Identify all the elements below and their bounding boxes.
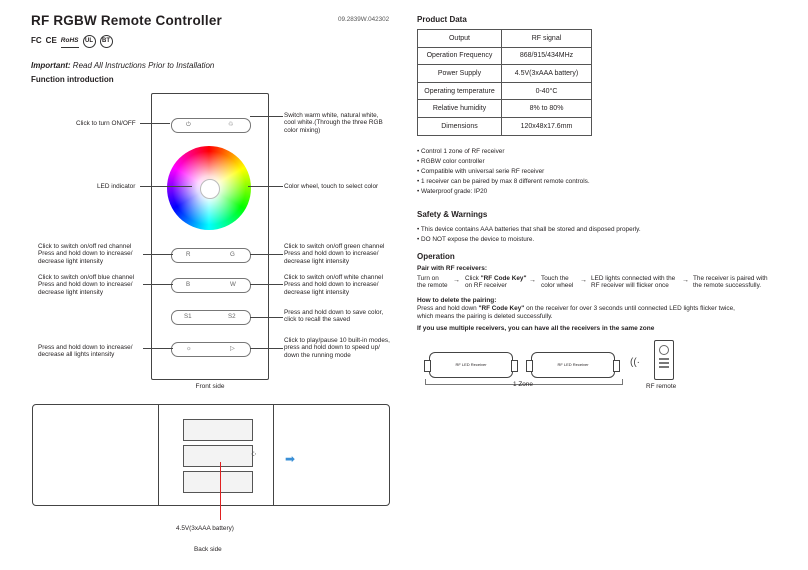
delete-heading: How to delete the pairing:: [417, 297, 497, 304]
mode-button-row: [171, 342, 251, 357]
feature-list: [417, 147, 590, 197]
delete-line2: which means the pairing is deleted successfully.: [417, 312, 553, 320]
pair-step-4: LED lights connected with the RF receiver will flicker once: [591, 275, 676, 290]
table-cell: Power Supply: [418, 65, 502, 83]
bt-logo: BT: [100, 35, 113, 48]
list-item: • RGBW color controller: [417, 157, 590, 167]
front-side-caption: Front side: [195, 383, 225, 390]
pair-step-2: [465, 275, 526, 290]
table-cell: Relative humidity: [418, 100, 502, 118]
list-item: • DO NOT expose the device to moisture.: [417, 235, 641, 245]
leader-line: [143, 348, 173, 349]
label-blue-channel: Click to switch on/off blue channel Press and hold down to increase/ decrease light intensity: [38, 274, 135, 296]
table-row: [418, 30, 592, 48]
table-cell: 4.5V(3xAAA battery): [502, 65, 592, 83]
rg-button-row: [171, 248, 251, 263]
list-item: • Compatible with universal serie RF receiver: [417, 167, 590, 177]
product-data-heading: Product Data: [417, 15, 467, 24]
battery-slot: [183, 445, 253, 467]
certification-logos: [31, 35, 113, 48]
leader-line: [140, 186, 192, 187]
table-cell: Dimensions: [418, 117, 502, 135]
pair-step-2-tail: on RF receiver: [465, 282, 507, 290]
arrow-icon: →: [453, 277, 460, 284]
ce-logo: CE: [45, 36, 57, 45]
label-white-channel: Click to switch on/off white channel Press and hold down to increase/ decrease light intensity: [284, 274, 383, 296]
green-button[interactable]: G: [230, 251, 235, 258]
pair-heading: Pair with RF receivers:: [417, 265, 488, 272]
multi-receiver-note: If you use multiple receivers, you can have all the receivers in the same zone: [417, 325, 655, 332]
leader-line: [250, 317, 283, 318]
back-side-caption: Back side: [194, 546, 222, 553]
color-wheel[interactable]: [167, 146, 251, 230]
brightness-icon[interactable]: ☼: [186, 345, 192, 352]
slide-arrow-icon: ➡: [285, 452, 296, 466]
blue-button[interactable]: B: [186, 281, 191, 288]
remote-front: [151, 93, 269, 380]
pair-step-5: The receiver is paired with the remote successfully.: [693, 275, 768, 290]
led-indicator: [200, 179, 220, 199]
important-bold: Important:: [31, 61, 71, 70]
battery-slot: [183, 471, 253, 493]
ul-logo: UL: [83, 35, 96, 48]
pair-step-3: Touch the color wheel: [541, 275, 574, 290]
table-cell: 868/915/434MHz: [502, 47, 592, 65]
arrow-icon: →: [529, 277, 536, 284]
power-button-row: [171, 118, 251, 133]
rf-remote-icon: [654, 340, 674, 380]
list-item: • This device contains AAA batteries that shall be stored and disposed properly.: [417, 225, 641, 235]
list-item: • Control 1 zone of RF receiver: [417, 147, 590, 157]
battery-leader-line: [220, 462, 221, 520]
table-cell: 8% to 80%: [502, 100, 592, 118]
safety-heading: Safety & Warnings: [417, 210, 488, 219]
leader-line: [250, 284, 283, 285]
leader-line: [140, 123, 170, 124]
battery-slot: [183, 419, 253, 441]
label-led-indicator: LED indicator: [97, 183, 136, 190]
label-play-pause: Click to play/pause 10 built-in modes, press and hold down to speed up/ down the running mode: [284, 337, 390, 359]
pair-step-2-key: "RF Code Key": [480, 275, 527, 282]
product-data-table: [417, 29, 592, 136]
fcc-logo: FC: [31, 36, 42, 45]
pair-step-1: Turn on the remote: [417, 275, 448, 290]
play-icon[interactable]: ▷: [230, 345, 235, 352]
leader-line: [143, 254, 173, 255]
pair-step-2-prefix: Click: [465, 275, 479, 282]
label-red-channel: Click to switch on/off red channel Press and hold down to increase/ decrease light intensity: [38, 243, 133, 265]
safety-list: [417, 225, 641, 245]
recycle-icon[interactable]: ♲: [228, 121, 234, 128]
receiver-device: RF LED Receiver: [531, 352, 615, 378]
label-green-channel: Click to switch on/off green channel Press and hold down to increase/ decrease light intensity: [284, 243, 385, 265]
scene-button-row: [171, 310, 251, 325]
table-row: [418, 100, 592, 118]
list-item: • Waterproof grade: IP20: [417, 187, 590, 197]
label-white-switch: Switch warm white, natural white, cool white.(Through the three RGB color mixing): [284, 112, 383, 134]
delete-key: "RF Code Key": [478, 305, 525, 312]
receiver-device: RF LED Receiver: [429, 352, 513, 378]
table-row: [418, 65, 592, 83]
table-cell: Operating temperature: [418, 82, 502, 100]
label-save-color: Press and hold down to save color, click to recall the saved: [284, 309, 384, 324]
label-on-off: Click to turn ON/OFF: [76, 120, 136, 127]
bw-button-row: [171, 278, 251, 293]
table-cell: 120x48x17.6mm: [502, 117, 592, 135]
table-row: [418, 82, 592, 100]
leader-line: [250, 348, 283, 349]
label-color-wheel: Color wheel, touch to select color: [284, 183, 379, 190]
table-cell: Operation Frequency: [418, 47, 502, 65]
s1-button[interactable]: S1: [184, 313, 192, 320]
white-button[interactable]: W: [230, 281, 236, 288]
table-cell: Output: [418, 30, 502, 48]
table-cell: RF signal: [502, 30, 592, 48]
s2-button[interactable]: S2: [228, 313, 236, 320]
table-row: [418, 47, 592, 65]
label-all-lights: Press and hold down to increase/ decrease all lights intensity: [38, 344, 133, 359]
delete-post: on the receiver for over 3 seconds until connected LED lights flicker twice,: [524, 305, 735, 312]
arrow-icon: →: [580, 277, 587, 284]
delete-pre: Press and hold down: [417, 305, 479, 312]
rf-remote-label: RF remote: [646, 383, 677, 390]
speaker-dots-icon: ⁘: [250, 449, 258, 459]
operation-heading: Operation: [417, 252, 455, 261]
document-code: 09.2839W.042302: [338, 16, 390, 23]
power-icon[interactable]: ⏻: [186, 121, 191, 128]
important-notice: [31, 61, 214, 70]
list-item: • 1 receiver can be paired by max 8 different remote controls.: [417, 177, 590, 187]
leader-line: [250, 254, 283, 255]
zone-label: 1 Zone: [513, 381, 533, 388]
delete-instructions: [417, 305, 735, 320]
function-intro-heading: Function introduction: [31, 75, 114, 84]
red-button[interactable]: R: [186, 251, 191, 258]
rohs-logo: RoHS: [61, 36, 79, 48]
signal-waves-icon: ((·: [630, 357, 640, 368]
leader-line: [248, 186, 283, 187]
leader-line: [250, 116, 283, 117]
important-text: Read All Instructions Prior to Installation: [72, 61, 215, 70]
table-cell: 0-40°C: [502, 82, 592, 100]
arrow-icon: →: [682, 277, 689, 284]
battery-label: 4.5V(3xAAA battery): [176, 525, 234, 532]
document-title: RF RGBW Remote Controller: [31, 13, 223, 28]
leader-line: [143, 284, 173, 285]
table-row: [418, 117, 592, 135]
